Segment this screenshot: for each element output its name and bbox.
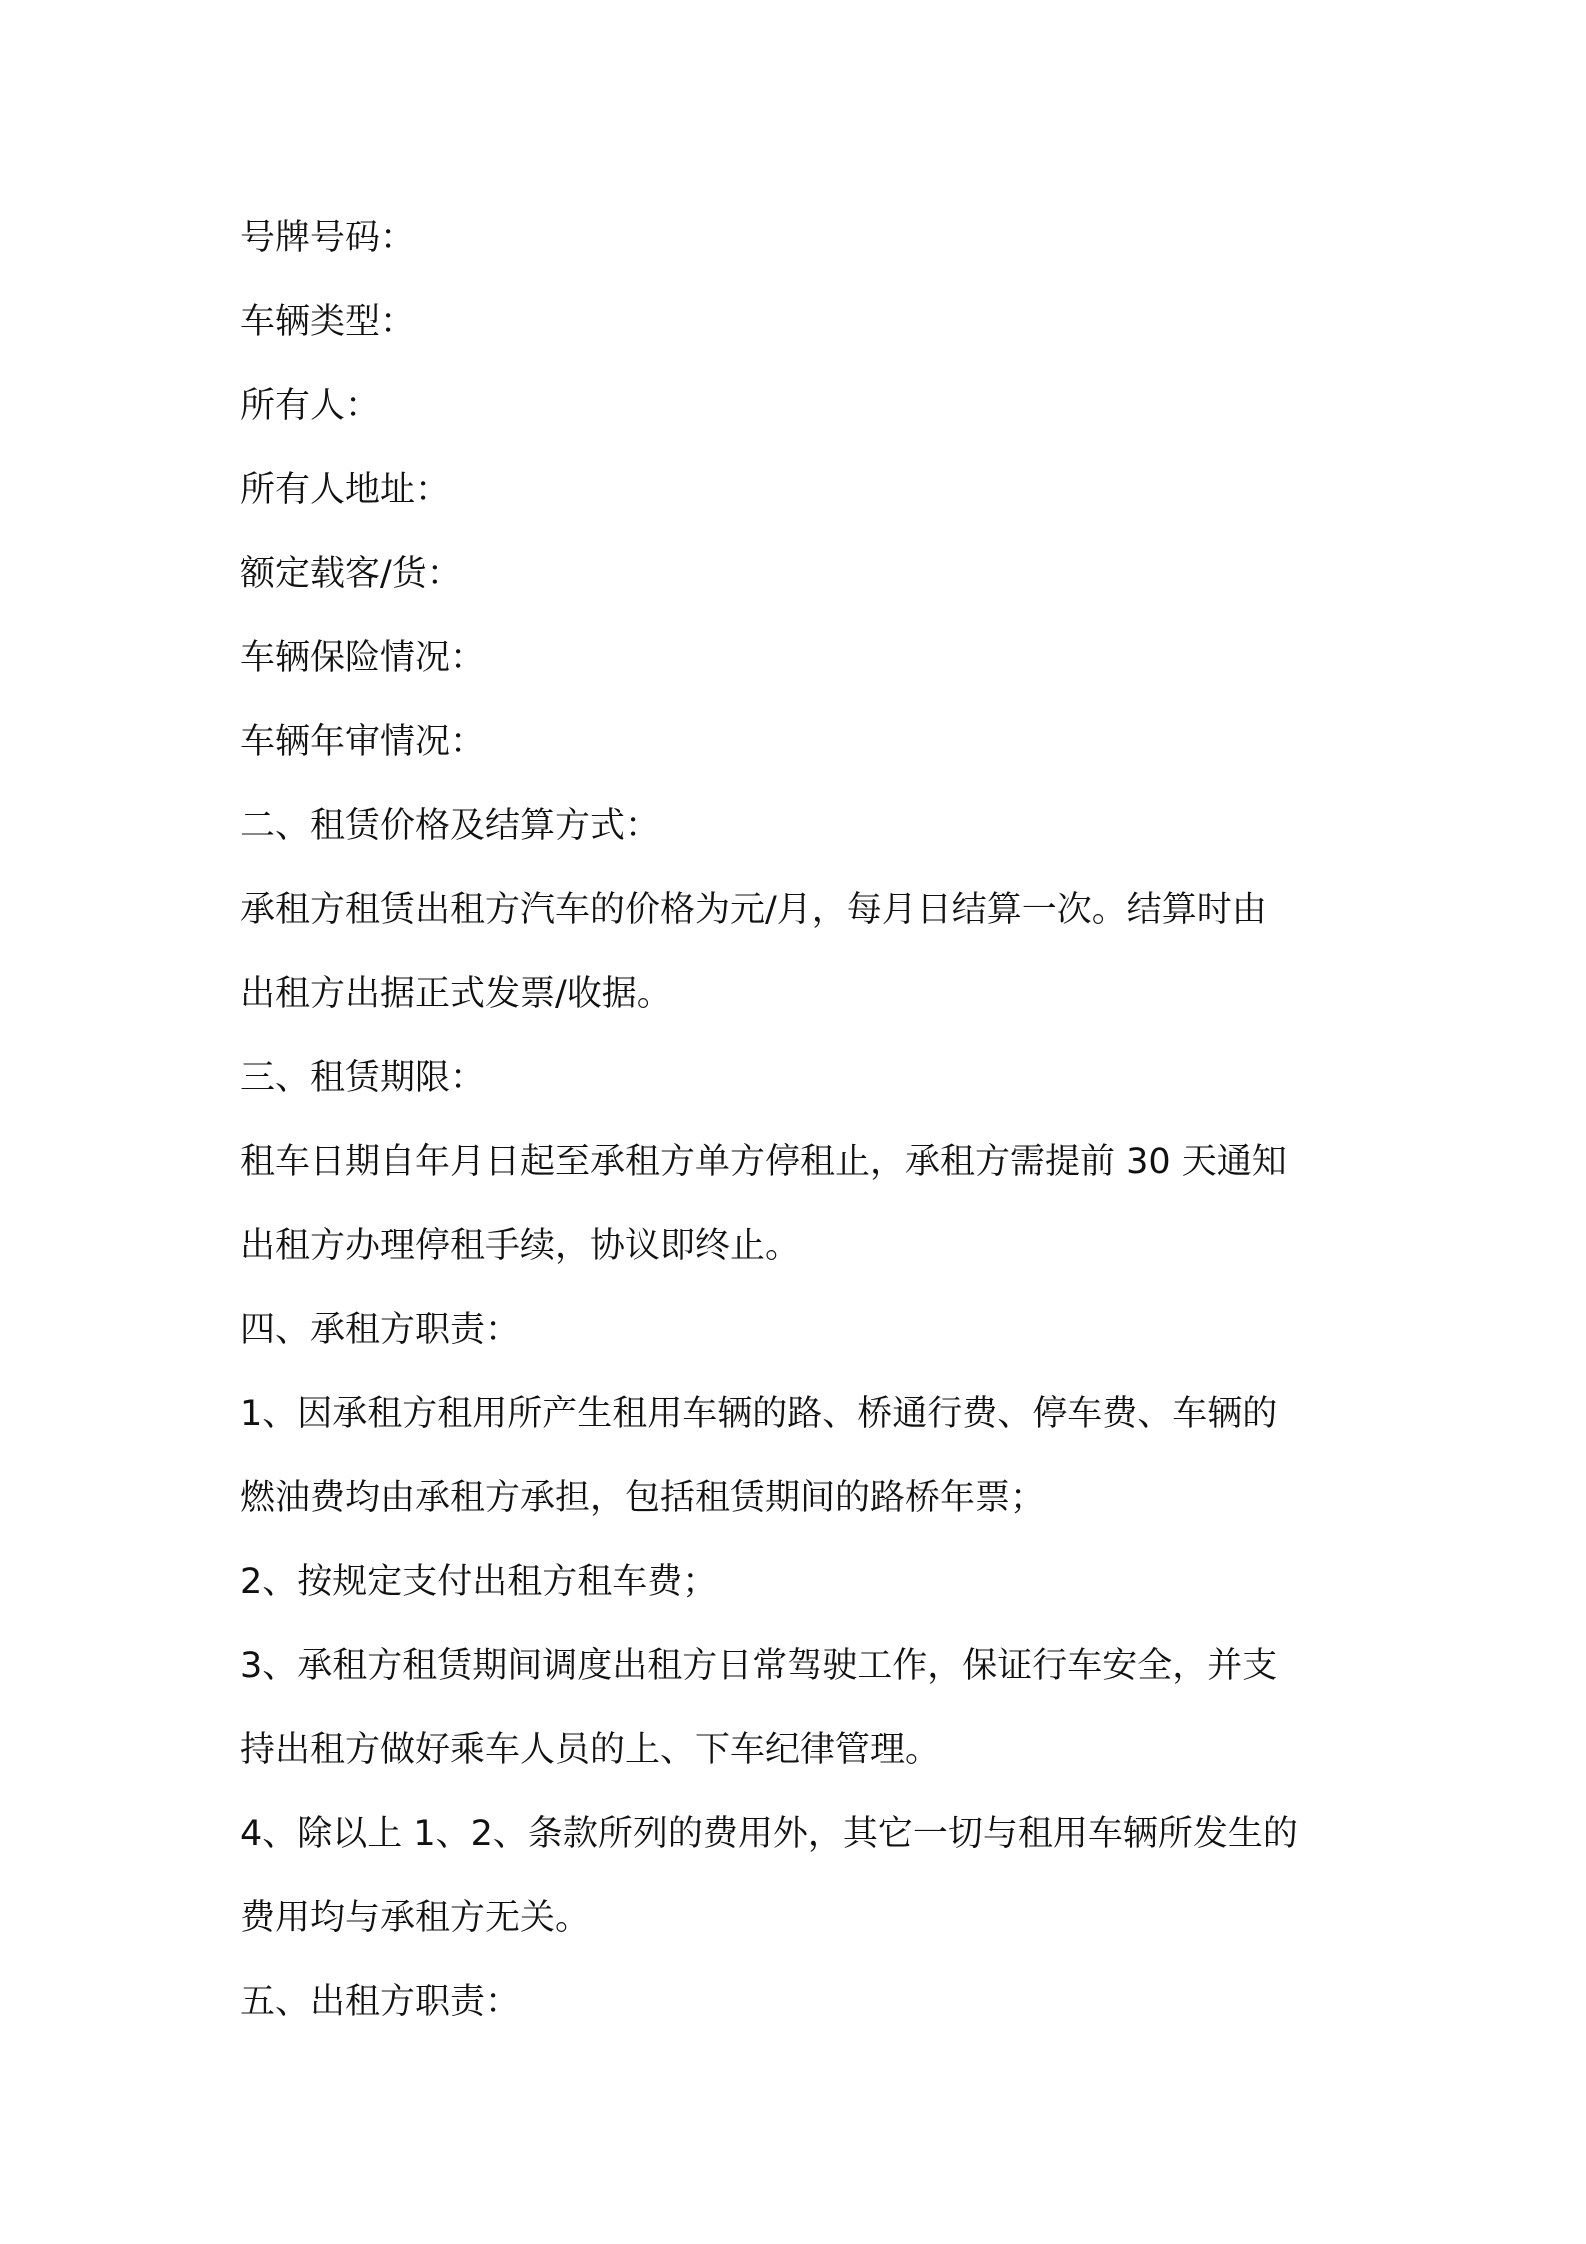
list-item-line: 1、因承租方租用所产生租用车辆的路、桥通行费、停车费、车辆的 — [240, 1394, 1278, 1434]
section-heading-lessee-duties: 四、承租方职责： — [240, 1310, 521, 1350]
list-item-line: 持出租方做好乘车人员的上、下车纪律管理。 — [240, 1730, 941, 1770]
list-item-line: 2、按规定支付出租方租车费； — [240, 1562, 718, 1602]
list-item-line: 3、承租方租赁期间调度出租方日常驾驶工作，保证行车安全，并支 — [240, 1646, 1278, 1686]
field-vehicle-type: 车辆类型： — [240, 302, 416, 342]
paragraph-line: 承租方租赁出租方汽车的价格为元/月，每月日结算一次。结算时由 — [240, 890, 1267, 930]
field-annual-inspection: 车辆年审情况： — [240, 722, 486, 762]
list-item-line: 4、除以上 1、2、条款所列的费用外，其它一切与租用车辆所发生的 — [240, 1814, 1298, 1854]
section-heading-price: 二、租赁价格及结算方式： — [240, 806, 661, 846]
paragraph-line: 租车日期自年月日起至承租方单方停租止，承租方需提前 30 天通知 — [240, 1142, 1287, 1182]
field-plate-number: 号牌号码： — [240, 218, 416, 258]
field-rated-capacity: 额定载客/货： — [240, 554, 462, 594]
field-owner-address: 所有人地址： — [240, 470, 451, 510]
field-insurance-status: 车辆保险情况： — [240, 638, 486, 678]
paragraph-line: 出租方出据正式发票/收据。 — [240, 974, 672, 1014]
field-owner: 所有人： — [240, 386, 381, 426]
section-heading-term: 三、租赁期限： — [240, 1058, 486, 1098]
paragraph-line: 出租方办理停租手续，协议即终止。 — [240, 1226, 801, 1266]
list-item-line: 费用均与承租方无关。 — [240, 1898, 591, 1938]
list-item-line: 燃油费均由承租方承担，包括租赁期间的路桥年票； — [240, 1478, 1046, 1518]
document-body — [240, 196, 1360, 2044]
section-heading-lessor-duties: 五、出租方职责： — [240, 1982, 521, 2022]
